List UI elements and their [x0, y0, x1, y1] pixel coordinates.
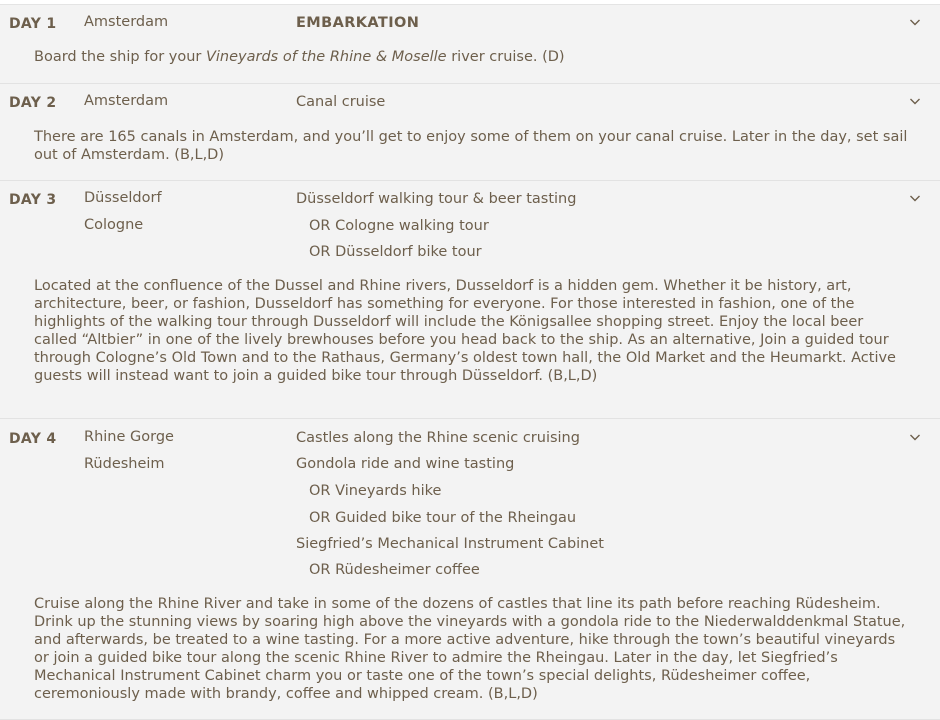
day-3-panel[interactable]: [0, 181, 940, 419]
day-label: DAY 3: [9, 192, 57, 208]
activity-alternative: OR Guided bike tour of the Rheingau: [309, 510, 577, 526]
day-description: Cruise along the Rhine River and take in some of the dozens of castles that line its path before reaching Rüdesheim. Drink up the stunning views by soaring high above the vineyards with a gondola ride to the Niederwalddenkmal Statue, and afterwards, be treated to a wine tasting. For a more active adventure, hike through the town’s beautiful vineyards or join a guided bike tour along the scenic Rhine River to admire the Rheingau. Later in the day, let Siegfried’s Mechanical Instrument Cabinet charm you or taste one of the town’s special delights, Rüdesheimer coffee, ceremoniously made with brandy, coffee and whipped cream. (B,L,D): [34, 596, 906, 702]
activity-alternative: OR Düsseldorf bike tour: [309, 244, 482, 260]
city-name: Rhine Gorge: [84, 429, 174, 445]
day-2-panel[interactable]: [0, 84, 940, 181]
day-4-panel[interactable]: [0, 419, 940, 720]
city-name: Amsterdam: [84, 14, 169, 30]
city-name: Rüdesheim: [84, 456, 165, 472]
day-description: There are 165 canals in Amsterdam, and you’ll get to enjoy some of them on your canal cruise. Later in the day, set sail out of Amsterdam. (B,L,D): [34, 129, 908, 163]
day-label: DAY 1: [9, 16, 57, 32]
chevron-down-icon[interactable]: [909, 18, 921, 27]
activity: Castles along the Rhine scenic cruising: [296, 430, 580, 446]
day-1-panel[interactable]: [0, 5, 940, 84]
activity: Siegfried’s Mechanical Instrument Cabinet: [296, 536, 604, 552]
city-name: Düsseldorf: [84, 190, 162, 206]
city-name: Amsterdam: [84, 93, 169, 109]
day-label: DAY 2: [9, 95, 57, 111]
chevron-down-icon[interactable]: [909, 97, 921, 106]
chevron-down-icon[interactable]: [909, 433, 921, 442]
itinerary-accordion: [0, 4, 940, 720]
activity-alternative: OR Rüdesheimer coffee: [309, 562, 480, 578]
day-description: Located at the confluence of the Dussel and Rhine rivers, Dusseldorf is a hidden gem. Whether it be history, art, architecture, beer, or fashion, Dusseldorf has something for everyone. For those interested in fashion, one of the highlights of the walking tour through Dusseldorf will include the Königsallee shopping street. Enjoy the local beer called “Altbier” in one of the lively brewhouses before you head back to the ship. As an alternative, Join a guided tour through Cologne’s Old Town and to the Rathaus, Germany’s oldest town hall, the Old Market and the Heumarkt. Active guests will instead want to join a guided bike tour through Düsseldorf. (B,L,D): [34, 278, 896, 384]
activity-alternative: OR Cologne walking tour: [309, 218, 489, 234]
day-label: DAY 4: [9, 431, 57, 447]
activity: Düsseldorf walking tour & beer tasting: [296, 191, 577, 207]
activity: Gondola ride and wine tasting: [296, 456, 515, 472]
activity-alternative: OR Vineyards hike: [309, 483, 442, 499]
chevron-down-icon[interactable]: [909, 194, 921, 203]
day-description: Board the ship for your Vineyards of the Rhine & Moselle river cruise. (D): [34, 49, 565, 65]
activity: Canal cruise: [296, 94, 386, 110]
city-name: Cologne: [84, 217, 144, 233]
activity: EMBARKATION: [296, 15, 420, 31]
